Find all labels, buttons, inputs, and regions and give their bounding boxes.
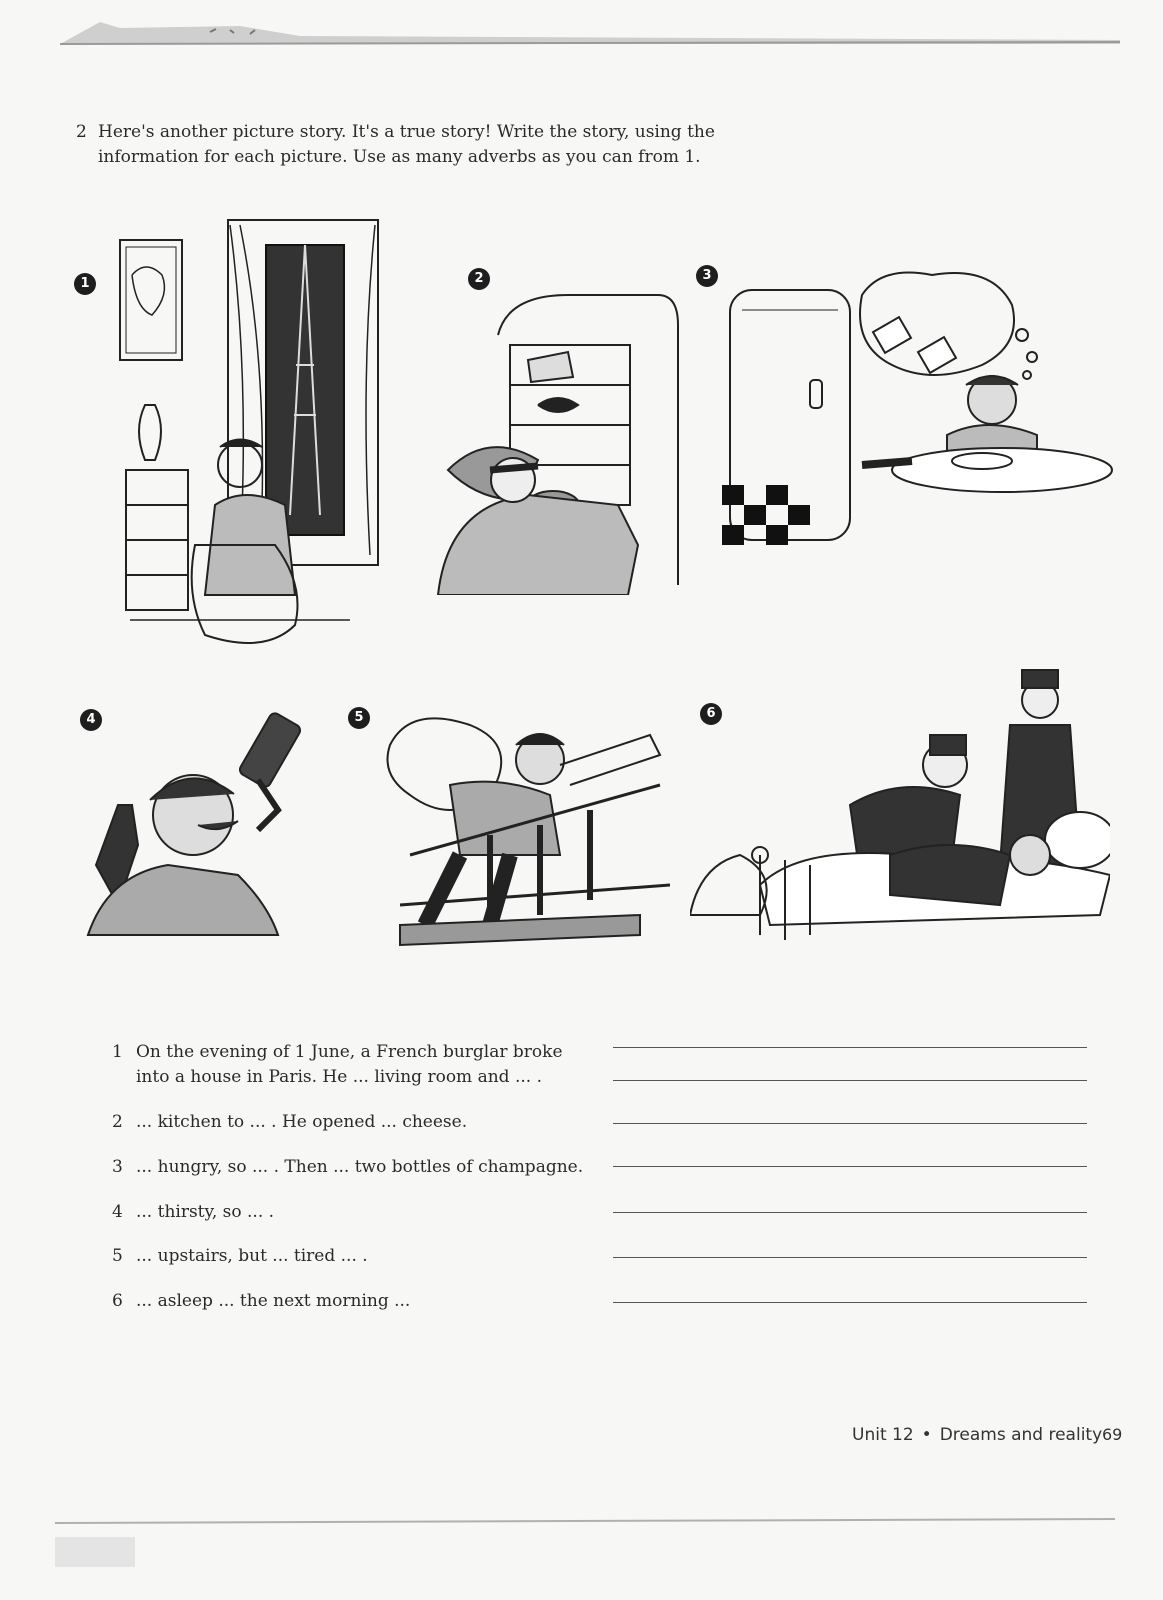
burglar-dreaming-champagne-illustration [692,265,1122,565]
answer-line[interactable] [613,1080,1087,1081]
answer-line[interactable] [613,1302,1087,1303]
prompt-text: ... thirsty, so ... . [136,1202,275,1222]
scan-edge-bottom [55,1515,1115,1575]
burglar-fridge-illustration [418,265,688,595]
prompt-number: 3 [112,1157,123,1177]
prompt-text: ... upstairs, but ... tired ... . [136,1246,368,1266]
panel-badge-4: 4 [80,709,102,731]
prompt-text: ... asleep ... the next morning ... [136,1291,411,1311]
scan-edge-top [60,18,1120,48]
answer-line[interactable] [613,1257,1087,1258]
answer-line[interactable] [613,1123,1087,1124]
prompt-number: 1 [112,1042,123,1062]
page-footer [852,1425,1102,1445]
prompt-number: 2 [112,1112,123,1132]
prompt-number: 4 [112,1202,123,1222]
prompt-number: 6 [112,1291,123,1311]
instruction-line-2: information for each picture. Use as many adverbs as you can from 1. [98,147,701,167]
police-arrest-illustration [690,665,1110,940]
answer-line[interactable] [613,1212,1087,1213]
instruction-line-1: Here's another picture story. It's a true story! Write the story, using the [98,122,715,142]
page-number: 69 [1102,1425,1123,1444]
exercise-number: 2 [76,122,87,142]
panel-badge-1: 1 [74,273,96,295]
exercise-instruction [76,120,716,170]
picture-panel-6 [690,665,1110,940]
panel-badge-6: 6 [700,703,722,725]
burglar-stairs-illustration [340,705,670,955]
panel-badge-5: 5 [348,707,370,729]
picture-panel-3 [692,265,1122,565]
prompt-text: ... kitchen to ... . He opened ... cheese. [136,1112,468,1132]
footer-separator: • [921,1425,932,1445]
picture-panel-1 [70,215,400,655]
picture-panel-4 [78,705,318,945]
picture-panel-5 [340,705,670,955]
unit-title: Dreams and reality [939,1425,1103,1445]
panel-badge-2: 2 [468,268,490,290]
panel-badge-3: 3 [696,265,718,287]
prompt-text: On the evening of 1 June, a French burglar broke [136,1042,563,1062]
answer-line[interactable] [613,1047,1087,1048]
prompt-number: 5 [112,1246,123,1266]
picture-panel-2 [418,265,688,595]
prompt-text: ... hungry, so ... . Then ... two bottles of champagne. [136,1157,584,1177]
answer-line[interactable] [613,1166,1087,1167]
prompt-text-continued: into a house in Paris. He ... living room and ... . [136,1067,542,1087]
unit-label: Unit 12 [852,1425,914,1445]
burglar-living-room-illustration [70,215,400,655]
burglar-drinking-illustration [78,705,318,945]
